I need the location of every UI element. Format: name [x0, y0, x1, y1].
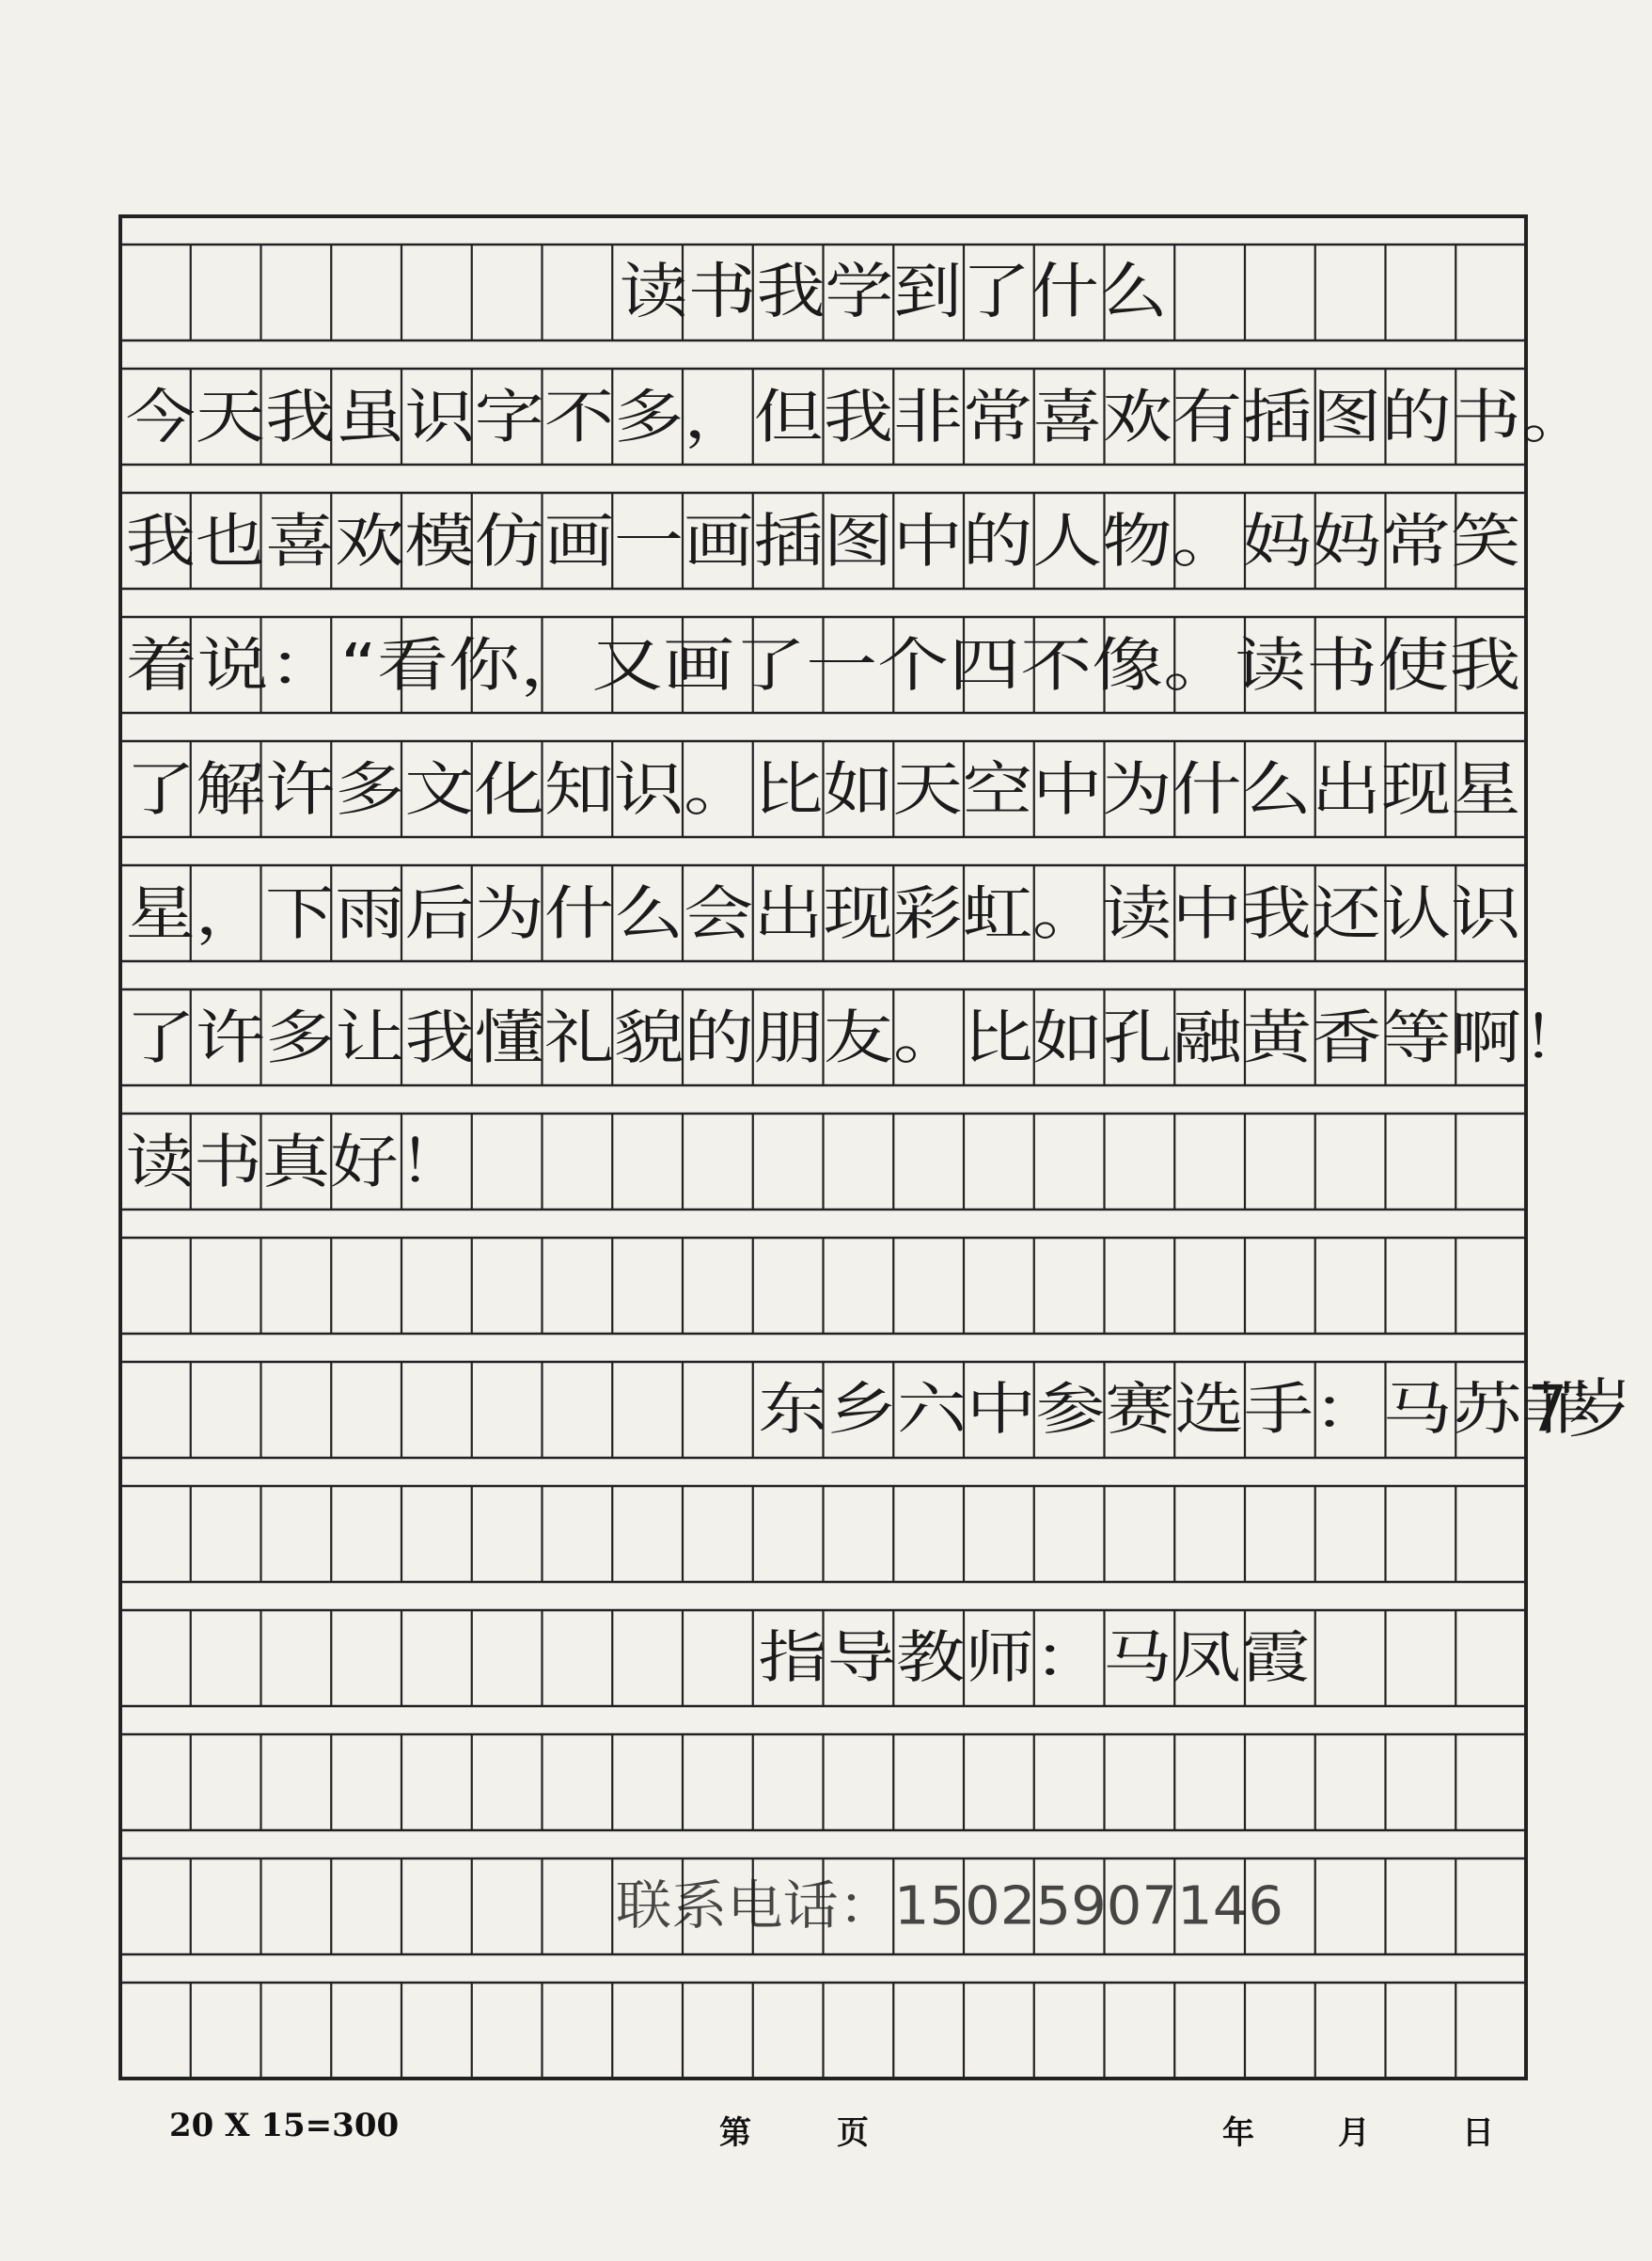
- contact-line: 联系电话：15025907146: [616, 1875, 1283, 1937]
- essay-line: 了许多让我懂礼貌的朋友。比如孔融黄香等啊！: [125, 1003, 1592, 1072]
- essay-line: 了解许多文化知识。比如天空中为什么出现星: [125, 754, 1521, 824]
- essay-line: 今天我虽识字不多，但我非常喜欢有插图的书。: [125, 382, 1592, 451]
- essay-line: 我也喜欢模仿画一画插图中的人物。妈妈常笑: [125, 506, 1521, 576]
- author-line: 东乡六中参赛选手：马苏菲: [758, 1377, 1592, 1443]
- teacher-line: 指导教师：马凤霞: [758, 1625, 1311, 1691]
- essay-title: 读书我学到了什么: [619, 258, 1168, 327]
- essay-line: 星，下雨后为什么会出现彩虹。读中我还认识: [125, 878, 1522, 948]
- page-label-1: 第: [719, 2114, 751, 2152]
- month-label: 月: [1338, 2114, 1370, 2152]
- year-label: 年: [1222, 2114, 1254, 2152]
- grid-size-label: 20 X 15=300: [169, 2107, 400, 2144]
- essay-line: 着说：“看你，又画了一个四不像。读书使我: [125, 630, 1521, 700]
- page-label-2: 页: [837, 2114, 869, 2152]
- age-note: 7岁: [1527, 1372, 1632, 1447]
- essay-line: 读书真好！: [125, 1127, 467, 1196]
- day-label: 日: [1462, 2114, 1494, 2152]
